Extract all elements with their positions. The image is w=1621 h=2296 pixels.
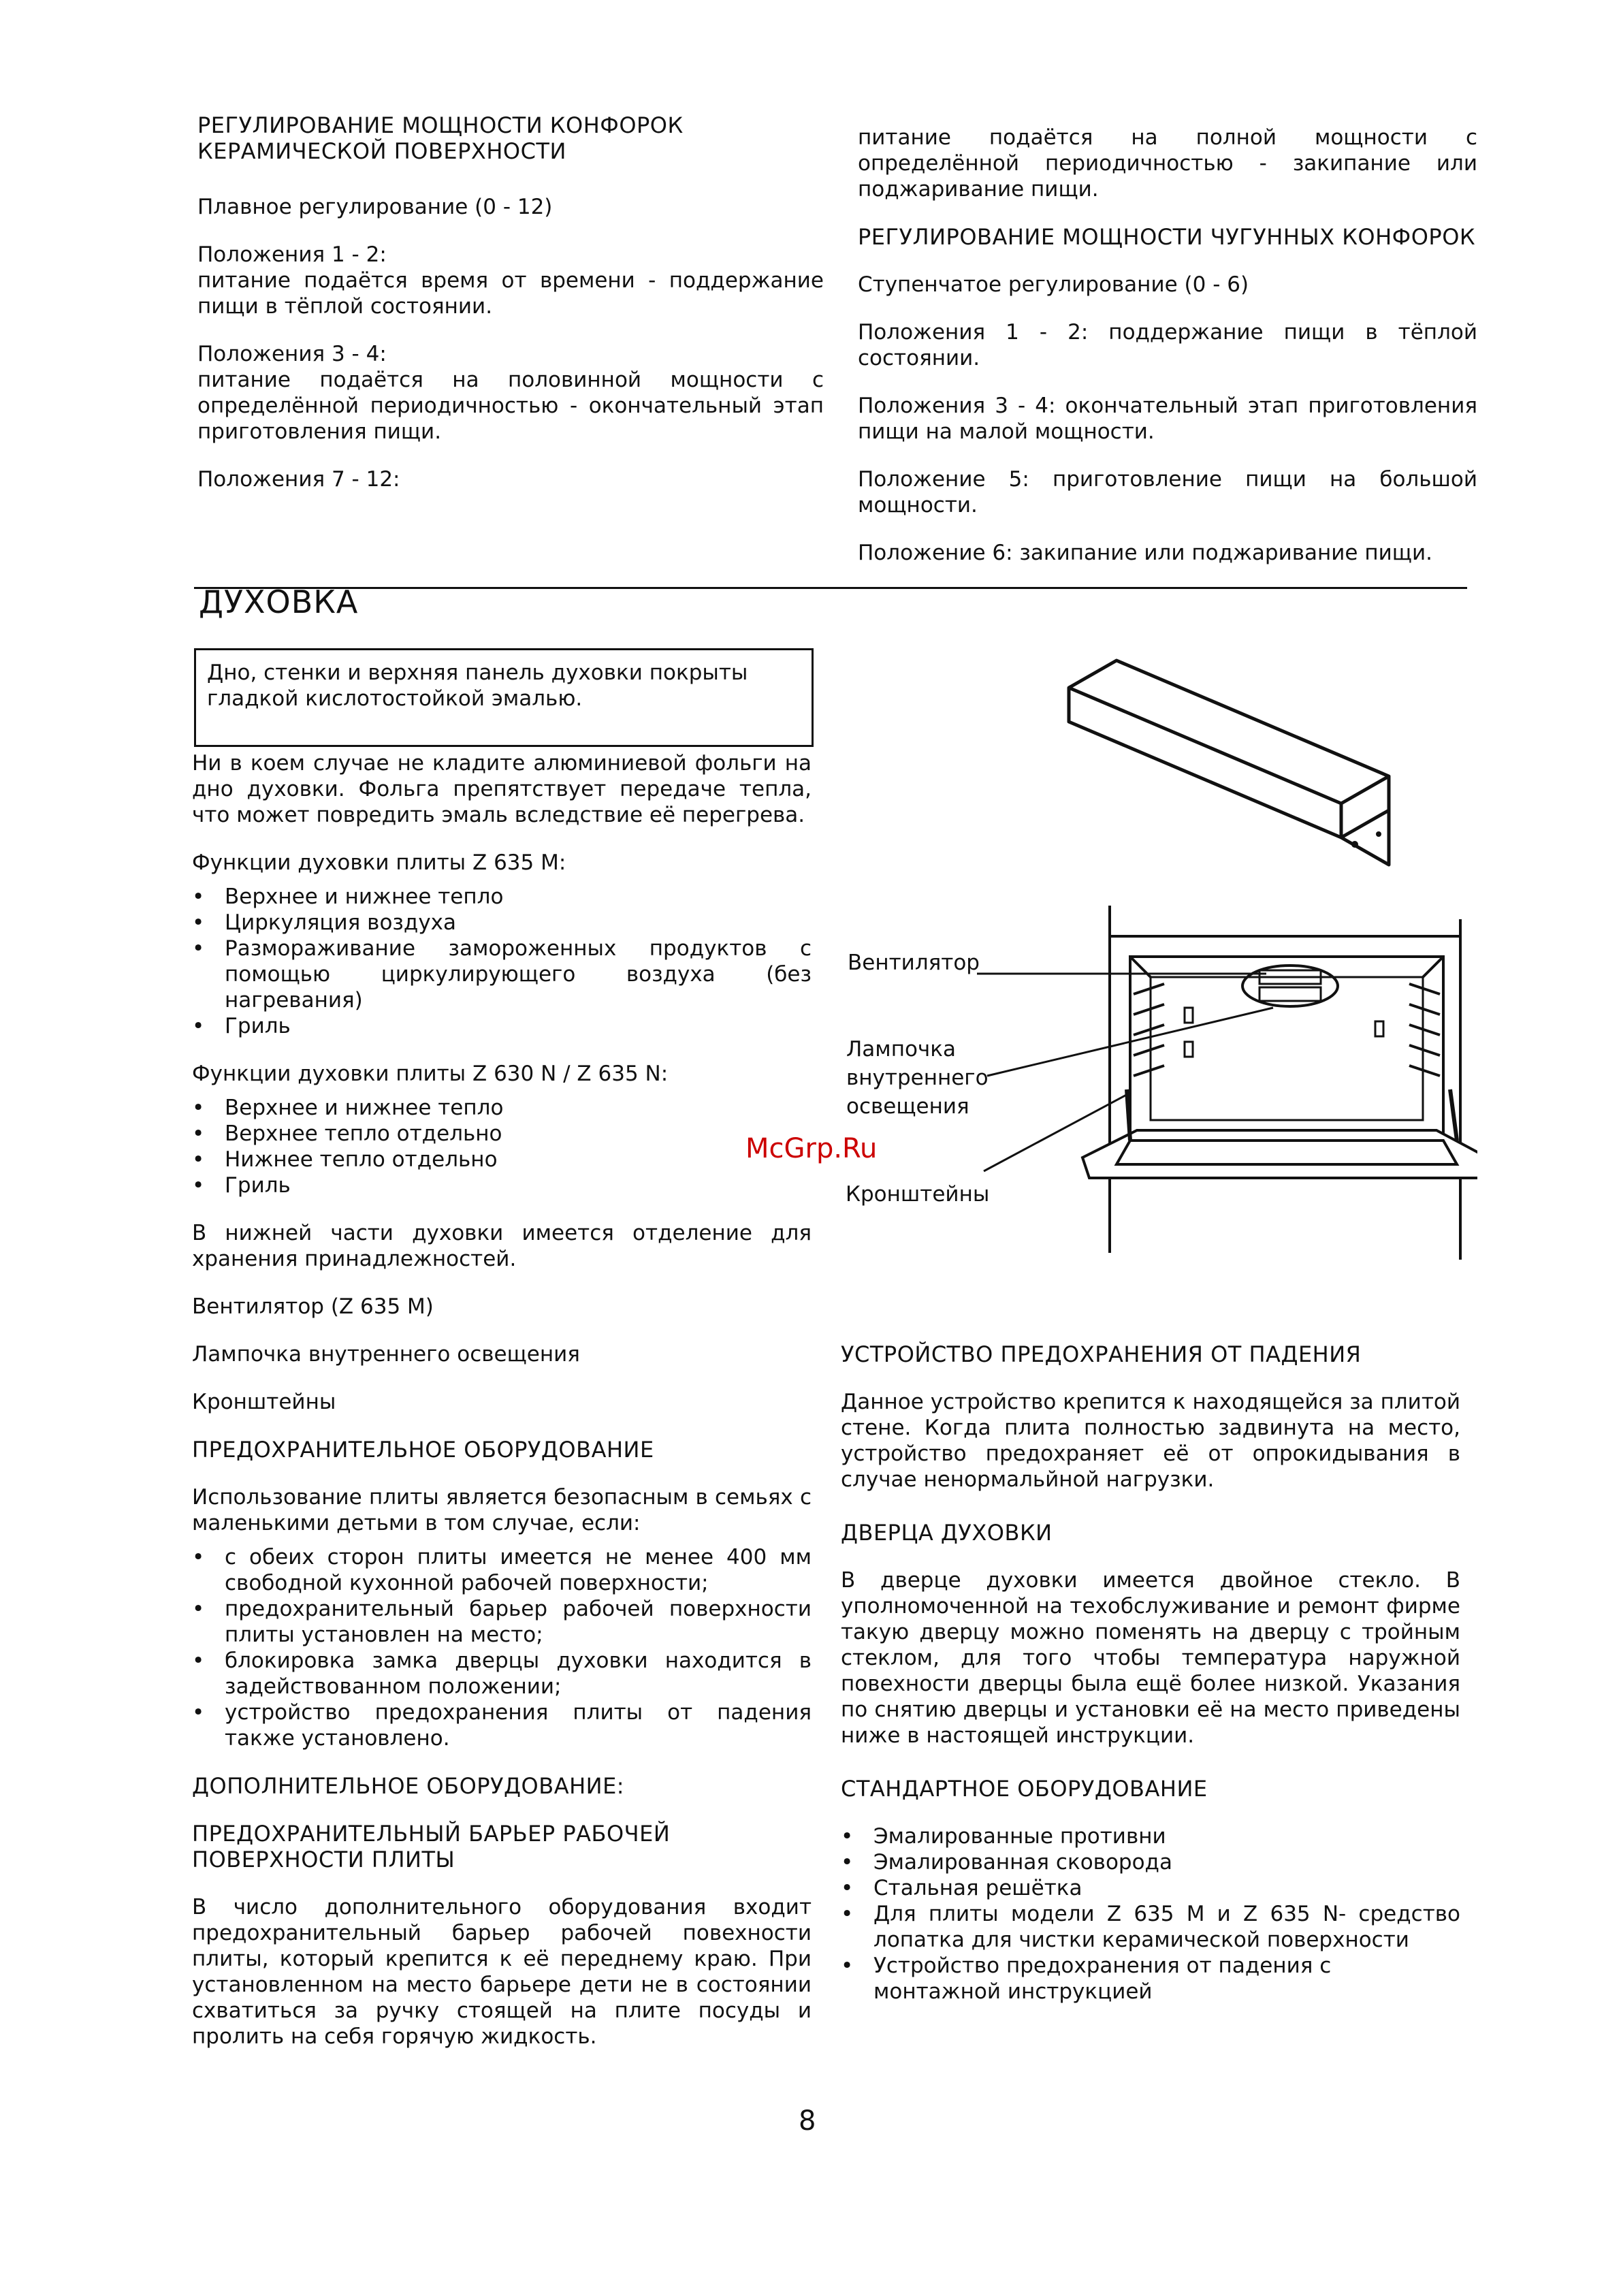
list-item: • Циркуляция воздуха xyxy=(192,910,812,936)
label-lamp-line1: Лампочка xyxy=(846,1037,956,1062)
label-fan: Вентилятор xyxy=(848,951,980,975)
oven-title: ДУХОВКА xyxy=(199,584,359,620)
list-item: • Эмалированная сковорода xyxy=(841,1849,1460,1875)
label-lamp xyxy=(846,1035,989,1121)
functions-z630n-list xyxy=(192,1095,812,1198)
list-item: • Нижнее тепло отдельно xyxy=(192,1147,812,1173)
iron-pos5: Положение 5: приготовление пищи на большой мощности. xyxy=(858,467,1477,517)
list-item: • блокировка замка дверцы духовки находится в задействованном положении; xyxy=(192,1648,812,1700)
enamel-note-box xyxy=(194,648,814,747)
lamp-text: Лампочка внутреннего освещения xyxy=(192,1342,580,1367)
ceramic-heading-line2: КЕРАМИЧЕСКОЙ ПОВЕРХНОСТИ xyxy=(197,138,566,164)
list-item: • предохранительный барьер рабочей поверхности плиты установлен на место; xyxy=(192,1596,812,1648)
label-brackets: Кронштейны xyxy=(846,1182,990,1207)
list-item: • Верхнее тепло отдельно xyxy=(192,1121,812,1147)
functions-z635m-title: Функции духовки плиты Z 635 M: xyxy=(192,850,566,875)
enamel-note-text: Дно, стенки и верхняя панель духовки покрыты гладкой кислотостойкой эмалью. xyxy=(207,660,748,711)
list-item: • Размораживание замороженных продуктов с помощью циркулирующего воздуха (без нагревания) xyxy=(192,936,812,1013)
iron-pos34: Положения 3 - 4: окончательный этап приготовления пищи на малой мощности. xyxy=(858,394,1477,444)
extra-heading: ДОПОЛНИТЕЛЬНОЕ ОБОРУДОВАНИЕ: xyxy=(192,1773,625,1799)
ceramic-heading-line1: РЕГУЛИРОВАНИЕ МОЩНОСТИ КОНФОРОК xyxy=(197,112,684,138)
step-regulation: Ступенчатое регулирование (0 - 6) xyxy=(858,272,1249,297)
functions-z635m-list xyxy=(192,884,812,1039)
safety-list xyxy=(192,1544,812,1751)
tip-text: Данное устройство крепится к находящейся за плитой стене. Когда плита полностью задвинута на место, устройство предохраняет её от опрокидывания в случае ненормальйной нагрузки. xyxy=(841,1390,1460,1492)
iron-pos6: Положение 6: закипание или поджаривание пищи. xyxy=(858,541,1432,565)
door-text: В дверце духовки имеется двойное стекло. В уполномоченной на техобслуживание и ремонт фирме такую дверцу можно поменять на дверцу с тройным стеклом, для того чтобы температура наружной повехности дверцы была ещё более низкой. Указания по снятию дверцы и установки её на место приведены ниже в настоящей инструкции. xyxy=(841,1568,1460,1748)
pos34-text: питание подаётся на половинной мощности с определённой периодичностью - окончательный этап приготовления пищи. xyxy=(197,368,824,444)
page-number: 8 xyxy=(799,2105,816,2137)
pos34-title: Положения 3 - 4: xyxy=(197,342,387,366)
list-item: • Гриль xyxy=(192,1013,812,1039)
list-item: • Для плиты модели Z 635 M и Z 635 N- средство лопатка для чистки керамической поверхности xyxy=(841,1901,1460,1953)
barrier-illustration xyxy=(1062,654,1430,878)
foil-warning: Ни в коем случае не кладите алюминиевой фольги на дно духовки. Фольга препятствует передаче тепла, что может повредить эмаль вследствие её перегрева. xyxy=(192,751,812,827)
right-bottom-section xyxy=(841,1341,1460,2005)
functions-z630n-title: Функции духовки плиты Z 630 N / Z 635 N: xyxy=(192,1062,669,1086)
list-item: • Эмалированные противни xyxy=(841,1823,1460,1849)
storage-text: В нижней части духовки имеется отделение для хранения принадлежностей. xyxy=(192,1221,812,1271)
list-item: • Гриль xyxy=(192,1173,812,1198)
pos12-text: питание подаётся время от времени - поддержание пищи в тёплой состоянии. xyxy=(197,268,824,319)
pos12-title: Положения 1 - 2: xyxy=(197,242,387,267)
barrier-text: В число дополнительного оборудования входит предохранительный барьер рабочей повехности плиты, который крепится к её переднему краю. При установленном на место барьере дети не в состоянии схватиться за ручку стоящей на плите посуды и пролить на себя горячую жидкость. xyxy=(192,1895,812,2049)
tip-heading: УСТРОЙСТВО ПРЕДОХРАНЕНИЯ ОТ ПАДЕНИЯ xyxy=(841,1341,1362,1367)
safety-heading: ПРЕДОХРАНИТЕЛЬНОЕ ОБОРУДОВАНИЕ xyxy=(192,1437,654,1463)
leader-lines xyxy=(974,953,1328,1178)
list-item: • Верхнее и нижнее тепло xyxy=(192,884,812,910)
label-lamp-line2: внутреннего xyxy=(846,1066,989,1090)
watermark: McGrp.Ru xyxy=(745,1133,878,1164)
fan-text: Вентилятор (Z 635 M) xyxy=(192,1294,434,1319)
iron-pos12: Положения 1 - 2: поддержание пищи в тёплой состоянии. xyxy=(858,320,1477,370)
list-item: • Устройство предохранения от падения с монтажной инструкцией xyxy=(841,1953,1460,2005)
standard-list xyxy=(841,1823,1460,2005)
continued-text: питание подаётся на полной мощности с определённой периодичностью - закипание или поджаривание пищи. xyxy=(858,125,1477,202)
smooth-regulation: Плавное регулирование (0 - 12) xyxy=(197,195,553,219)
list-item: • Стальная решётка xyxy=(841,1875,1460,1901)
standard-heading: СТАНДАРТНОЕ ОБОРУДОВАНИЕ xyxy=(841,1776,1208,1802)
list-item: • с обеих сторон плиты имеется не менее 400 мм свободной кухонной рабочей поверхности; xyxy=(192,1544,812,1596)
label-lamp-line3: освещения xyxy=(846,1094,969,1119)
pos712-title: Положения 7 - 12: xyxy=(197,467,400,492)
brackets-text: Кронштейны xyxy=(192,1390,336,1414)
list-item: • Верхнее и нижнее тепло xyxy=(192,1095,812,1121)
list-item: • устройство предохранения плиты от падения также установлено. xyxy=(192,1700,812,1751)
iron-heading: РЕГУЛИРОВАНИЕ МОЩНОСТИ ЧУГУННЫХ КОНФОРОК xyxy=(858,224,1476,250)
door-heading: ДВЕРЦА ДУХОВКИ xyxy=(841,1520,1053,1546)
barrier-heading: ПРЕДОХРАНИТЕЛЬНЫЙ БАРЬЕР РАБОЧЕЙ ПОВЕРХНОСТИ ПЛИТЫ xyxy=(192,1821,671,1872)
ceramic-section xyxy=(197,112,824,492)
safety-intro: Использование плиты является безопасным в семьях с маленькими детьми в том случае, если: xyxy=(192,1485,812,1535)
oven-left-section xyxy=(192,750,812,2050)
iron-section xyxy=(858,125,1477,566)
section-divider xyxy=(194,587,1467,589)
